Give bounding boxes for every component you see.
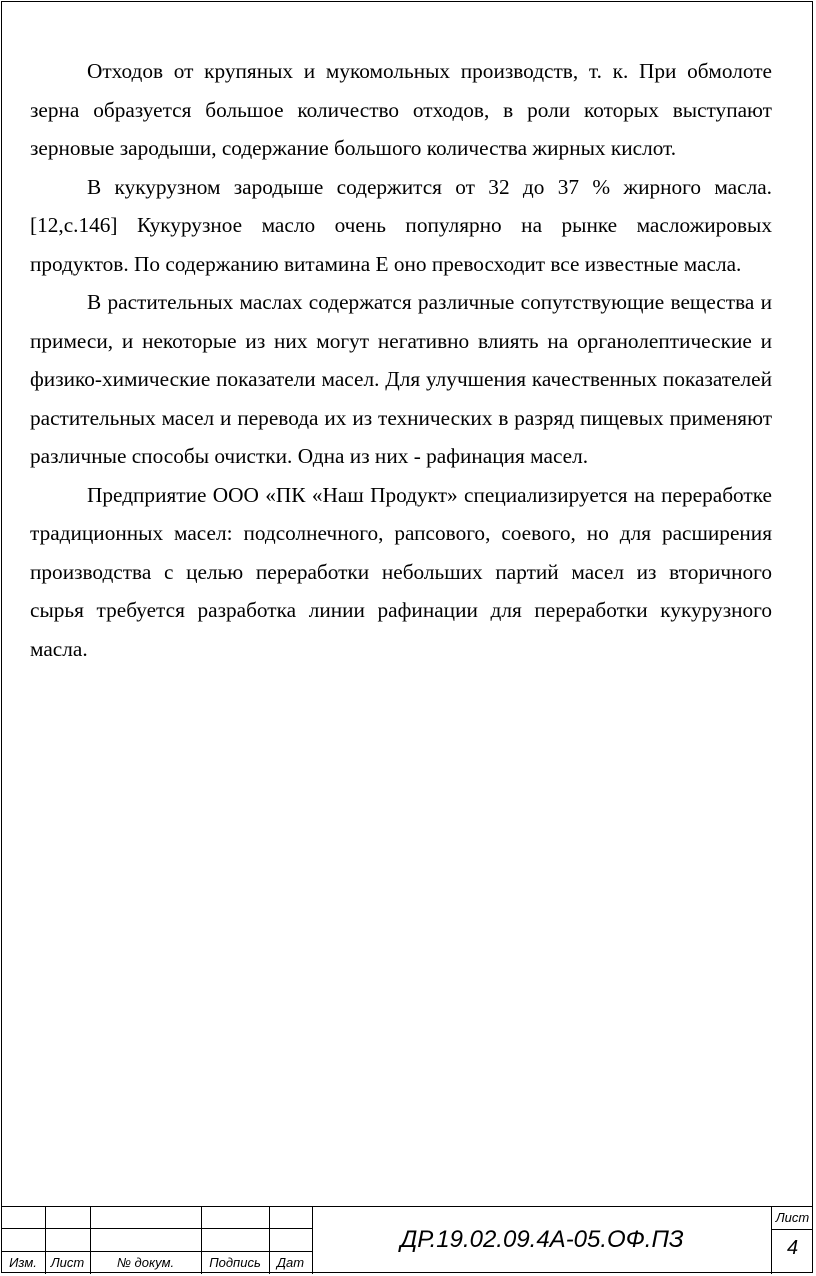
- sheet-label: Лист: [775, 1210, 810, 1225]
- sheet-box-line: [771, 1229, 813, 1230]
- paragraph-2: В кукурузном зародыше содержится от 32 до 37 % жирного масла. [12,с.146] Кукурузное масло очень популярно на рынке масложировых продуктов. По содержанию витамина Е оно превосходит все известные масла.: [30, 174, 772, 276]
- title-block: [1, 1206, 813, 1274]
- stamp-row-line: [1, 1251, 312, 1252]
- stamp-list-label: Лист: [50, 1255, 85, 1270]
- document-body: [30, 52, 772, 668]
- paragraph-4: Предприятие ООО «ПК «Наш Продукт» специализируется на переработке традиционных масел: подсолнечного, рапсового, соевого, но для расширения производства с целью переработки небольших партий масел из вторичного сырья требуется разработка линии рафинации для переработки кукурузного масла.: [30, 482, 772, 661]
- stamp-signature-label: Подпись: [209, 1255, 261, 1270]
- stamp-doc-num-label: № докум.: [116, 1255, 175, 1270]
- paragraph-3: В растительных маслах содержатся различные сопутствующие вещества и примеси, и некоторые из них могут негативно влиять на органолептические и физико-химические показатели масел. Для улучшения качественных показателей растительных масел и перевода их из технических в разряд пищевых применяют различные способы очистки. Одна из них - рафинация масел.: [30, 290, 772, 468]
- stamp-date-label: Дат: [276, 1255, 305, 1270]
- stamp-izm-label: Изм.: [9, 1255, 37, 1270]
- paragraph-1: Отходов от крупяных и мукомольных производств, т. к. При обмолоте зерна образуется большое количество отходов, в роли которых выступают зерновые зародыши, содержание большого количества жирных кислот.: [30, 59, 772, 160]
- stamp-row-line: [1, 1228, 312, 1229]
- sheet-number: 4: [786, 1237, 799, 1259]
- document-code: ДР.19.02.09.4А-05.ОФ.ПЗ: [400, 1226, 684, 1253]
